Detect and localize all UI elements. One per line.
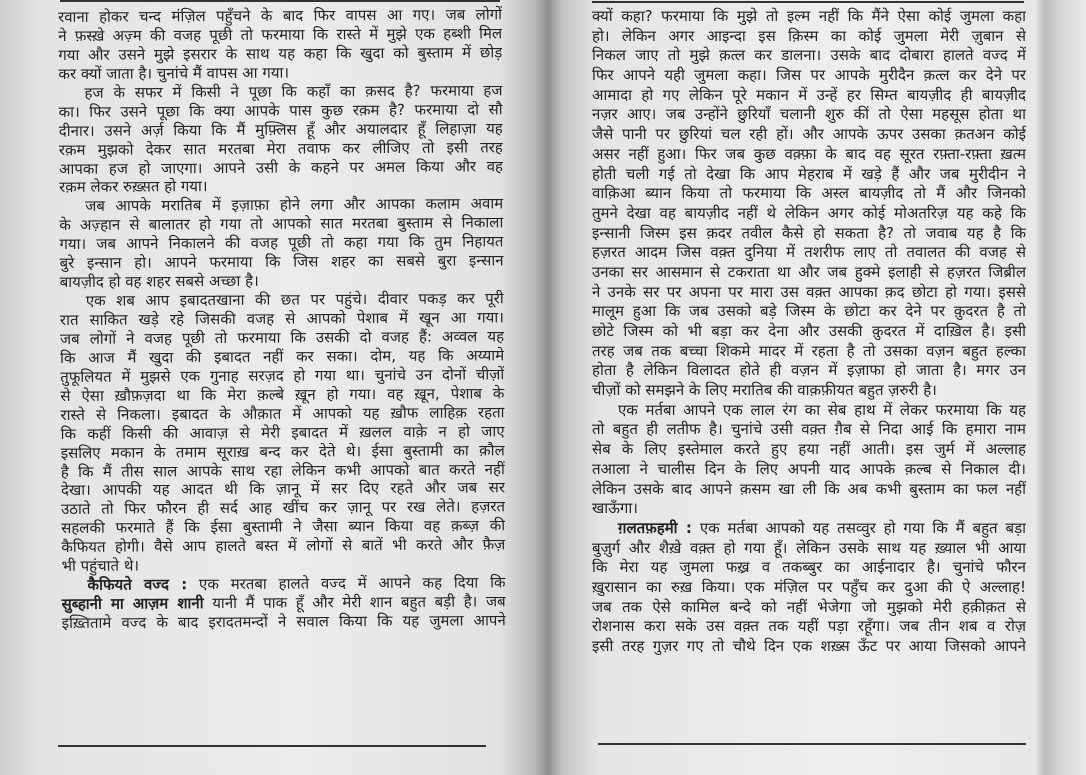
text-line: रात साकित खड़े रहे जिसकी वजह से आपको पेशाब में खून आ गया। <box>59 308 504 329</box>
paragraph <box>592 401 1026 519</box>
text-line: इख़्तितामे वज्द के बाद इरादतमन्दों ने सवाल किया कि यह जुमला आपने <box>61 611 506 632</box>
bold-heading-text: ग़लतफ़हमी : <box>618 518 692 537</box>
paragraph <box>592 519 1026 657</box>
text-line: तआला ने चालीस दिन के लिए अपनी याद आपके क़ल्ब से निकाल दी। <box>592 459 1026 478</box>
text-line <box>592 519 1026 539</box>
text-line: होता है लेकिन विलादत होते ही वज़न में इज़ाफा हो जाता है। मगर उन <box>592 361 1026 380</box>
text-line: नज़र आए। जब उन्होंने छुरियाँ चलानी शुरु कीं तो ऐसा महसूस होता था <box>592 105 1026 124</box>
text-line: होती चली गई तो देखा कि आप मेहराब में खड़े हैं और जब मुरीदीन ने <box>592 164 1026 183</box>
text-line: क्यों कहा? फरमाया कि मुझे तो इल्म नहीं कि मैंने ऐसा कोई जुमला कहा <box>592 7 1026 25</box>
text-line: असर नहीं हुआ। फिर जब कुछ वक़्फ़ा के बाद वह सूरत रफ़्ता-रफ़्ता ख़त्म <box>592 144 1026 163</box>
bold-heading-text: सुब्हानी मा आज़म शानी <box>61 594 204 614</box>
text-line: उठाते तो फिर फौरन ही सर्द आह खींच कर ज़ानू पर रख लेते। हज़रत <box>61 497 506 519</box>
right-top-rule <box>592 1 1024 3</box>
text-line: बुरे इन्सान हो। आपने फरमाया कि जिस शहर का सबसे बुरा इन्सान <box>59 251 504 273</box>
paragraph <box>58 81 503 197</box>
text-line: का। फिर उसने पूछा कि क्या आपके पास कुछ रक़म है? फरमाया दो सौ <box>58 99 503 121</box>
text-segment: यानी मैं पाक हूँ और मेरी शान बहुत बड़ी है। जब <box>203 592 506 613</box>
paragraph <box>58 5 502 83</box>
text-line: रक़म लेकर रुख़्सत हो गया। <box>59 177 208 197</box>
text-line: दीनार। उसने अर्ज़ किया कि मैं मुफ़्लिस हूँ और अयालदार हूँ लिहाज़ा यह <box>58 118 503 140</box>
text-line: आमादा हो गए लेकिन पूरे मकान में उन्हें हर सिम्त बायज़ीद ही बायज़ीद <box>592 85 1026 104</box>
paragraph <box>592 7 1026 401</box>
text-line: हज़रत आदम जिस वक़्त दुनिया में तशरीफ लाए तो तवालत की वजह से <box>592 243 1026 262</box>
text-line: हज के सफर में किसी ने पूछा कि कहाँ का क़सद है? फरमाया हज <box>84 81 503 102</box>
text-line: सहलकी फरमाते हैं कि ईसा बुस्तामी ने जैसा ब्यान किया वह क़ब्ज़ की <box>61 516 506 538</box>
paragraph <box>61 573 505 633</box>
text-line: भी पहुंचाते थे। <box>61 556 140 576</box>
text-line: कि मेरा यह जुमला फख़्र व तकब्बुर का आईनादार है। चुनांचे फौरन <box>592 558 1026 577</box>
text-line: जब लोगों ने वजह पूछी तो फरमाया कि उसकी दो वजह हैं: अव्वल यह <box>59 327 505 348</box>
text-line: जैसे पानी पर छुरियां चल रही हों। और आपके ऊपर उसका क़तअन कोई <box>592 125 1026 144</box>
left-page <box>58 5 506 633</box>
left-bottom-rule <box>58 745 486 747</box>
text-line: सेब के लिए इस्तेमाल करते हुए हया नहीं आती। इस जुर्म में अल्लाह <box>592 440 1026 459</box>
text-line: इन्सानी जिस्म इस क़दर तवील कैसे हो सकता है? तो जवाब यह है कि <box>592 223 1026 242</box>
text-line: ने फ़स्खे़ अज़्म की वजह पूछी तो फरमाया कि रास्ते में मुझे एक हब्शी मिल <box>58 24 503 45</box>
text-line: हो। लेकिन अगर आइन्दा इस क़िस्म का कोई जुमला मेरी ज़ुबान से <box>592 26 1026 45</box>
text-line: कैफियत होगी। वैसे आप हालते बस्त में लोगों से बातें भी करते और फ़ैज़ <box>61 535 506 557</box>
text-line: तो बहुत ही लतीफ है। चुनांचे उसी वक़्त ग़ैब से निदा आई कि हमारा नाम <box>592 420 1026 439</box>
text-line: फिर आपने यही जुमला कहा। जिस पर आपके मुरीदैन क़त्ल कर देने पर <box>592 66 1026 85</box>
text-line: इसलिए मकान के तमाम सूराख़ बन्द कर देते थे। ईसा बुस्तामी का क़ौल <box>60 440 505 462</box>
text-line: बुज़ुर्ग और शैख़े वक़्त हो गया हूँ। लेकिन उसके साथ यह ख़्याल भी आया <box>592 538 1026 557</box>
text-line: छोटे जिस्म को भी बड़ा कर देना और उसकी क़ुदरत में दाख़िल है। इसी <box>592 322 1026 340</box>
text-line: जब आपके मरातिब में इज़ाफ़ा होने लगा और आपका कलाम अवाम <box>85 194 504 216</box>
text-line: ने उनके सर पर अपना पर मारा उस वक़्त आपका क़द छोटा हो गया। इससे <box>592 282 1026 301</box>
text-line: देखा। आपकी यह आदत थी कि ज़ानू में सर दिए रहते और जब सर <box>60 478 505 500</box>
bold-heading-text: कैफियते वज्द : <box>87 575 188 594</box>
text-segment: एक मर्तबा आपको यह तसव्वुर हो गया कि मैं बहुत बड़ा <box>691 518 1026 537</box>
text-line: के अज़्हान से बालातर हो गया तो आपको सात मरतबा बुस्ताम से निकाला <box>59 213 504 235</box>
text-line: जब तक ऐसे कामिल बन्दे को नहीं भेजेगा जो मुझको मेरी हक़ीक़त से <box>592 597 1026 616</box>
text-line: इसी तरह गुज़र गए तो चौथे दिन एक शख़्स ऊँट पर आया जिसको आपने <box>592 637 1026 655</box>
right-bottom-rule <box>598 743 1026 745</box>
text-line: लेकिन उसके बाद आपने क़सम खा ली कि अब कभी बुस्ताम का फल नहीं <box>592 479 1026 498</box>
text-line: चीज़ों को समझने के लिए मरातिब की वाक़फ़ीयत बहुत ज़रुरी है। <box>592 381 937 400</box>
text-line: रास्ते से निकला। इबादत के औक़ात में आपको यह ख़ौफ लाहिक़ रहता <box>60 402 505 424</box>
text-line: आपका हज हो जाएगा। आपने उसी के कहने पर अमल किया और वह <box>58 156 504 178</box>
text-line: वाक़िआ ब्यान किया तो फरमाया कि अस्ल बायज़ीद तो मैं और जिनको <box>592 184 1026 203</box>
text-line: खाऊँगा। <box>592 499 638 518</box>
right-page <box>592 7 1026 657</box>
left-top-rule <box>60 0 500 2</box>
text-line: रोशनास करा सके उस वक़्त तक यहीं पड़ा रहूँगा। जब तीन शब व रोज़ <box>592 617 1026 636</box>
text-line: तुमने देखा वह बायज़ीद नहीं थे लेकिन अगर कोई मोअतरिज़ यह कहे कि <box>592 203 1026 222</box>
text-line: तरह जब तक बच्चा शिकमे मादर में रहता है तो उसका वज़न बहुत हल्का <box>592 341 1026 360</box>
text-line: कर क्यों जाता है। चुनांचे मैं वापस आ गया। <box>58 63 290 83</box>
text-line: कि आज मैं खुदा की इबादत नहीं कर सका। दोम, यह कि अय्यामे <box>60 346 505 367</box>
text-line: निकल जाए तो मुझे क़त्ल कर डालना। उसके बाद दोबारा हालते वज्द में <box>592 46 1026 65</box>
text-line: तुफूलियत में मुझसे एक गुनाह सरज़द हो गया था। चुनांचे उन दोनों चीज़ों <box>60 365 505 386</box>
text-line: गया। जब आपने निकालने की वजह पूछी तो कहा गया कि तुम निहायत <box>59 232 504 254</box>
text-segment: एक मरतबा हालते वज्द में आपने कह दिया कि <box>187 573 506 594</box>
text-line: है कि मैं तीस साल आपके साथ रहा लेकिन कभी आपको बात करते नहीं <box>60 459 505 481</box>
text-line: कि कहीं किसी की आवाज़ से मेरी इबादत में ख़लल वाक़े न हो जाए <box>60 421 505 443</box>
text-line: से ऐसा ख़ौफ़ज़दा था कि मेरा क़ल्बे ख़ून हो गया। वह ख़ून, पेशाब के <box>60 384 505 405</box>
text-line: गया और उसने मुझे इसरार के साथ यह कहा कि खुदा को बुस्ताम में छोड़ <box>58 43 503 64</box>
text-line: रवाना होकर चन्द मंज़िल पहुँचने के बाद फिर वापस आ गए। जब लोगों <box>58 5 503 26</box>
text-line: मालूम हुआ कि जब उसको बड़े जिस्म के छोटा कर देने पर क़ुदरत है तो <box>592 302 1026 321</box>
paragraph <box>59 195 504 292</box>
paragraph <box>60 289 506 576</box>
text-line: रक़म मुझको देकर सात मरतबा मेरा तवाफ कर लीजिए तो इसी तरह <box>58 137 503 159</box>
text-line: एक मर्तबा आपने एक लाल रंग का सेब हाथ में लेकर फरमाया कि यह <box>618 400 1026 419</box>
text-line: बायज़ीद हो वह शहर सबसे अच्छा है। <box>59 271 259 292</box>
text-line: एक शब आप इबादतखाना की छत पर पहुंचे। दीवार पकड़ कर पूरी <box>85 289 504 310</box>
text-line: उनका सर आसमान से टकराता था और जब हुक्मे इलाही से हज़रत जिब्रील <box>592 262 1026 281</box>
text-line: ख़ुरासान का रुख़ किया। एक मंज़िल पर पहुँच कर दुआ की ऐ अल्लाह! <box>592 577 1026 596</box>
